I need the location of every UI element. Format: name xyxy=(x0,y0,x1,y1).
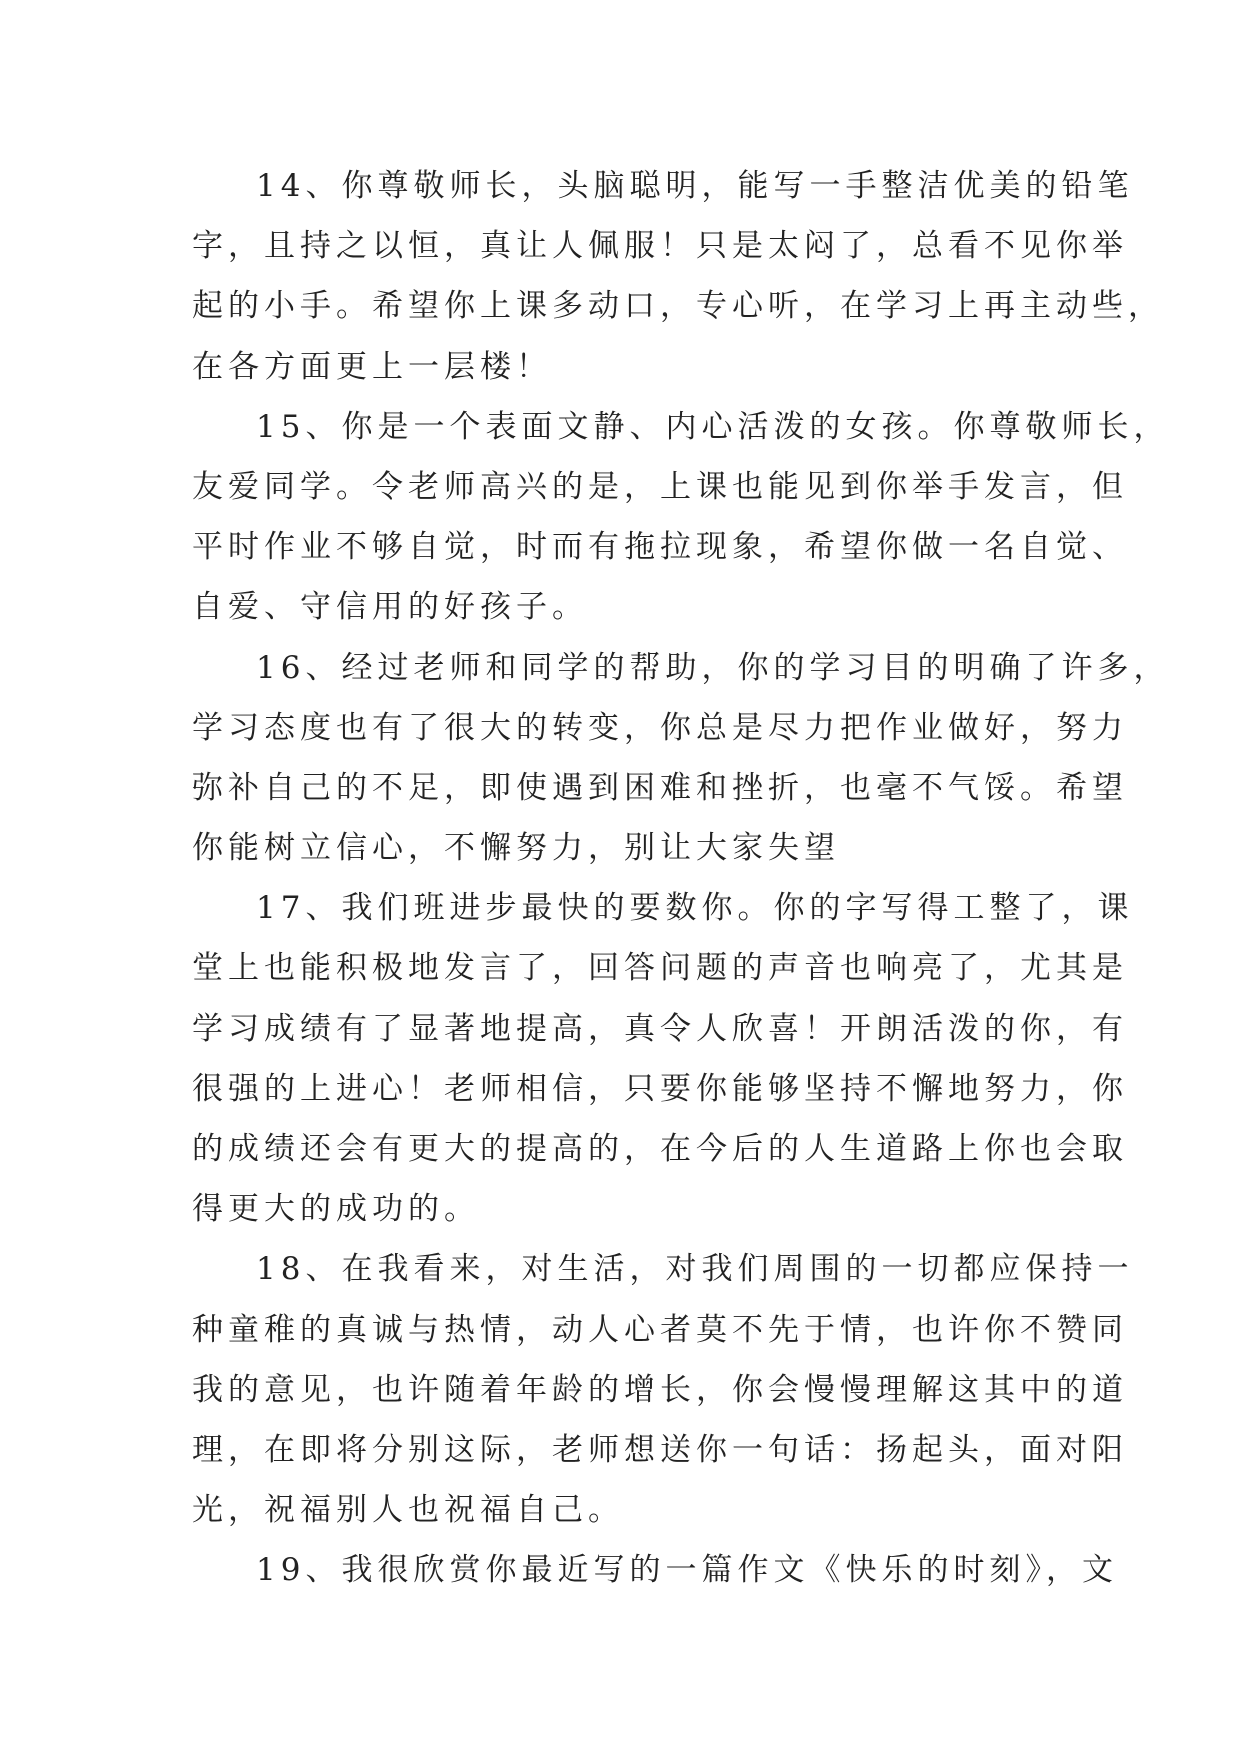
paragraph-line: 19、我很欣赏你最近写的一篇作文《快乐的时刻》，文 xyxy=(256,1552,1118,1589)
paragraph-line: 我的意见，也许随着年龄的增长，你会慢慢理解这其中的道 xyxy=(192,1371,1128,1408)
paragraph-line: 在各方面更上一层楼！ xyxy=(192,348,552,385)
paragraph-line: 的成绩还会有更大的提高的，在今后的人生道路上你也会取 xyxy=(192,1131,1128,1167)
document-body xyxy=(192,156,1170,1601)
paragraph-line: 很强的上进心！老师相信，只要你能够坚持不懈地努力，你 xyxy=(192,1070,1128,1107)
comment-paragraph-15 xyxy=(192,397,1170,638)
paragraph-line: 自爱、守信用的好孩子。 xyxy=(192,589,588,626)
comment-paragraph-14 xyxy=(192,156,1164,397)
paragraph-line: 学习态度也有了很大的转变，你总是尽力把作业做好，努力 xyxy=(192,709,1128,746)
paragraph-line: 字，且持之以恒，真让人佩服！只是太闷了，总看不见你举 xyxy=(192,228,1128,265)
paragraph-line: 16、经过老师和同学的帮助，你的学习目的明确了许多， xyxy=(256,649,1170,686)
paragraph-line: 得更大的成功的。 xyxy=(192,1191,480,1228)
comment-paragraph-16 xyxy=(192,638,1170,879)
paragraph-line: 友爱同学。令老师高兴的是，上课也能见到你举手发言，但 xyxy=(192,468,1128,505)
paragraph-line: 学习成绩有了显著地提高，真令人欣喜！开朗活泼的你，有 xyxy=(192,1010,1128,1047)
paragraph-line: 18、在我看来，对生活，对我们周围的一切都应保持一 xyxy=(256,1251,1134,1288)
paragraph-line: 14、你尊敬师长，头脑聪明，能写一手整洁优美的铅笔 xyxy=(256,168,1134,204)
paragraph-line: 平时作业不够自觉，时而有拖拉现象，希望你做一名自觉、 xyxy=(192,529,1128,566)
paragraph-line: 弥补自己的不足，即使遇到困难和挫折，也毫不气馁。希望 xyxy=(192,769,1128,806)
paragraph-line: 你能树立信心，不懈努力，别让大家失望 xyxy=(192,830,840,867)
paragraph-line: 堂上也能积极地发言了，回答问题的声音也响亮了，尤其是 xyxy=(192,950,1128,987)
paragraph-line: 种童稚的真诚与热情，动人心者莫不先于情，也许你不赞同 xyxy=(192,1311,1128,1348)
paragraph-line: 17、我们班进步最快的要数你。你的字写得工整了，课 xyxy=(256,890,1134,927)
paragraph-line: 理，在即将分别这际，老师想送你一句话：扬起头，面对阳 xyxy=(192,1431,1128,1468)
paragraph-line: 15、你是一个表面文静、内心活泼的女孩。你尊敬师长， xyxy=(256,408,1170,445)
comment-paragraph-18 xyxy=(192,1239,1134,1540)
paragraph-line: 光，祝福别人也祝福自己。 xyxy=(192,1492,624,1529)
comment-paragraph-17 xyxy=(192,878,1134,1239)
comment-paragraph-19 xyxy=(192,1540,1118,1600)
paragraph-line: 起的小手。希望你上课多动口，专心听，在学习上再主动些， xyxy=(192,288,1164,325)
